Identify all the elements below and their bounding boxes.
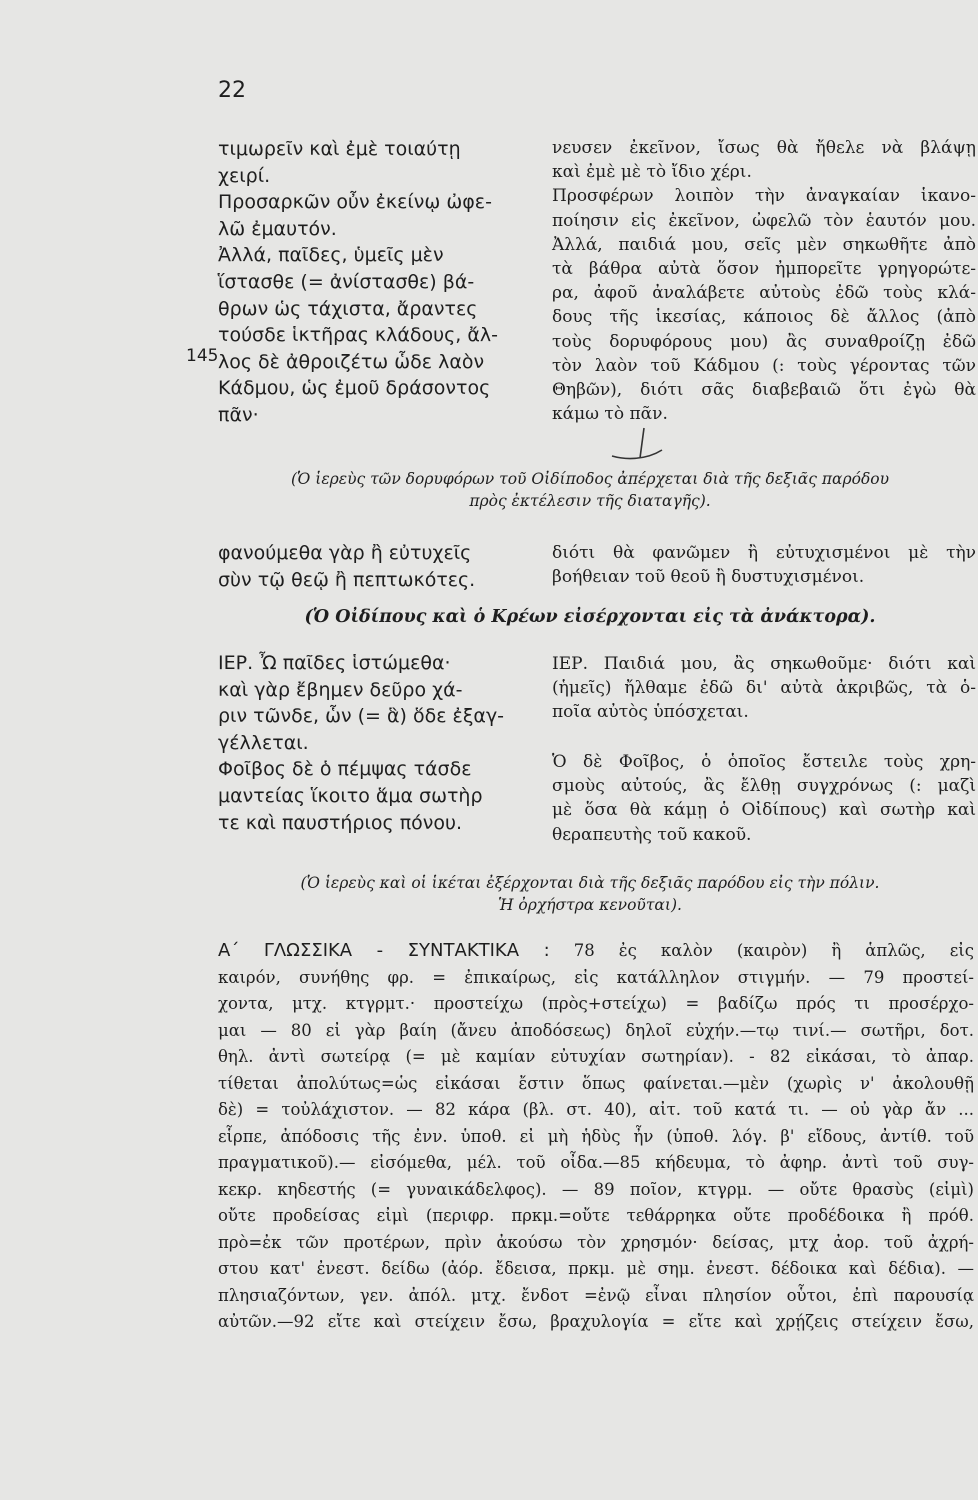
notes-heading: Α΄ ΓΛΩΣΣΙΚΑ - ΣΥΝΤΑΚΤΙΚΑ : [218,940,550,961]
text-line: Προσφέρων λοιπὸν τὴν ἀναγκαίαν ἱκανο- [552,186,976,207]
text-line: τούσδε ἱκτῆρας κλάδους, ἄλ- [218,324,498,347]
text-line: μὲ ὅσα θὰ κάμῃ ὁ Οἰδίπους) καὶ σωτὴρ καὶ [552,800,976,821]
text-line: λος δὲ ἀθροιζέτω ὧδε λαὸν [218,350,485,373]
section2-translation [552,541,976,589]
text-line: τιμωρεῖν καὶ ἐμὲ τοιαύτῃ [218,138,461,160]
notes-line: δὲ) = τοὐλάχιστον. — 82 κάρα (βλ. στ. 40), αἰτ. τοῦ κατά τι. — οὐ γὰρ ἄν ... [218,1100,974,1119]
text-line: Θηβῶν), διότι σᾶς διαβεβαιῶ ὅτι ἐγὼ θὰ [552,380,976,401]
text-line: λῶ ἐμαυτόν. [218,217,337,240]
notes-line: μαι — 80 εἰ γὰρ βαίη (ἄνευ ἀποδόσεως) δηλοῖ εὐχήν.—τῳ τινί.— σωτῆρι, δοτ. [218,1020,974,1040]
section2-greek-original [218,540,518,593]
page-number: 22 [218,78,246,103]
text-line: τοὺς δορυφόρους μου) ἂς συναθροίζῃ ἐδῶ [552,331,976,352]
notes-line: καιρόν, συνήθης φρ. = ἐπικαίρως, εἰς κατάλληλον στιγμήν. — 79 προστεί- [218,967,974,987]
text-line: σμοὺς αὐτούς, ἂς ἔλθῃ συγχρόνως (: μαζὶ [552,776,976,797]
text-line: ΙΕΡ. Ὦ παῖδες ἱστώμεθα· [218,652,451,674]
text-line: πᾶν· [218,403,259,426]
section1-translation [552,136,976,426]
pencil-mark-icon [606,420,666,464]
text-line: γέλλεται. [218,731,309,754]
text-line: θρων ὡς τάχιστα, ἄραντες [218,297,478,320]
stage-direction-2: (Ὁ Οἰδίπους καὶ ὁ Κρέων εἰσέρχονται εἰς τὰ ἀνάκτορα). [304,607,876,627]
section3-translation-b [552,750,976,847]
section1-greek-original [218,136,518,429]
text-line: Ἀλλά, παῖδες, ὑμεῖς μὲν [218,244,444,267]
text-line: ποίησιν εἰς ἐκεῖνον, ὠφελῶ τὸν ἑαυτόν μου. [552,210,976,231]
notes-line: αὐτῶν.—92 εἴτε καὶ στείχειν ἔσω, βραχυλογία = εἴτε καὶ χρῄζεις στείχειν ἔσω, [218,1312,974,1331]
text-line: δους τῆς ἱκεσίας, κάποιος δὲ ἄλλος (ἀπὸ [552,307,976,328]
notes-line: πρὸ=ἐκ τῶν προτέρων, πρὶν ἀκούσω τὸν χρησμόν· δείσας, μτχ ἀορ. τοῦ ἀχρή- [218,1232,974,1252]
text-line: καὶ ἐμὲ μὲ τὸ ἴδιο χέρι. [552,162,752,183]
notes-line: στου κατ' ἐνεστ. δείδω (ἀόρ. ἔδεισα, πρκμ. μὲ σημ. ἐνεστ. δέδοικα καὶ δέδια). — [218,1259,974,1278]
linguistic-syntactic-notes [218,938,974,1336]
text-line: ποῖα αὐτὸς ὑπόσχεται. [552,702,749,723]
text-line: Φοῖβος δὲ ὁ πέμψας τάσδε [218,758,472,781]
text-line: Προσαρκῶν οὖν ἐκείνῳ ὠφε- [218,191,492,214]
stage-direction-1 [220,468,960,512]
notes-line: οὔτε προδείσας εἰμὶ (περιφρ. πρκμ.=οὔτε τεθάρρηκα οὔτε προδέδοικα ἢ πρόθ. [218,1206,974,1225]
text-line: χειρί. [218,164,271,187]
verse-line-number: 145 [186,346,219,366]
notes-line: χοντα, μτχ. κτγρμτ.· προστείχω (πρὸς+στείχω) = βαδίζω πρός τι προσέρχο- [218,994,974,1013]
section3-translation-a [552,652,976,725]
text-line: διότι θὰ φανῶμεν ἢ εὐτυχισμένοι μὲ τὴν [552,543,976,563]
text-line: (ἡμεῖς) ἤλθαμε ἐδῶ δι' αὐτὰ ἀκριβῶς, τὰ ὁ- [552,678,976,699]
notes-first-line-text: 78 ἐς καλὸν (καιρὸν) ἢ ἁπλῶς, εἰς [573,941,974,960]
text-line: κάμω τὸ πᾶν. [552,404,668,425]
text-line: ἵστασθε (= ἀνίστασθε) βά- [218,270,475,293]
notes-first-line [218,938,974,965]
text-line: θεραπευτὴς τοῦ κακοῦ. [552,824,752,845]
text-line: τὰ βάθρα αὐτὰ ὅσον ἠμπορεῖτε γρηγορώτε- [552,259,976,280]
notes-line: θηλ. ἀντὶ σωτείρᾳ (= μὲ καμίαν εὐτυχίαν σωτηρίαν). - 82 εἰκάσαι, τὸ ἀπαρ. [218,1047,974,1066]
text-line: μαντείας ἵκοιτο ἅμα σωτὴρ [218,784,483,807]
text-line: Ἀλλά, παιδιά μου, σεῖς μὲν σηκωθῆτε ἀπὸ [552,234,976,255]
text-line: Ἡ ὀρχήστρα κενοῦται). [498,896,682,914]
text-line: ριν τῶνδε, ὧν (= ἃ) ὅδε ἐξαγ- [218,705,505,728]
stage-direction-3 [220,872,960,916]
text-line: τε καὶ παυστήριος πόνου. [218,811,463,834]
text-line: Ὁ δὲ Φοῖβος, ὁ ὁποῖος ἔστειλε τοὺς χρη- [552,752,976,772]
text-line: τὸν λαὸν τοῦ Κάδμου (: τοὺς γέροντας τῶν [552,355,976,376]
text-line: βοήθειαν τοῦ θεοῦ ἢ δυστυχισμένοι. [552,567,865,588]
text-line: καὶ γὰρ ἔβημεν δεῦρο χά- [218,678,463,701]
notes-line: κεκρ. κηδεστής (= γυναικάδελφος). — 89 ποῖον, κτγρμ. — οὔτε θρασὺς (εἰμὶ) [218,1179,974,1199]
text-line: σὺν τῷ θεῷ ἢ πεπτωκότες. [218,568,476,591]
text-line: πρὸς ἐκτέλεσιν τῆς διαταγῆς). [469,492,711,510]
text-line: ΙΕΡ. Παιδιά μου, ἂς σηκωθοῦμε· διότι καὶ [552,654,976,674]
notes-line: πλησιαζόντων, γεν. ἀπόλ. μτχ. ἔνδοτ =ἐνῷ εἶναι πλησίον οὗτοι, ἐπὶ παρουσίᾳ [218,1285,974,1305]
text-line: Κάδμου, ὡς ἐμοῦ δράσοντος [218,377,491,400]
notes-line: τίθεται ἀπολύτως=ὡς εἰκάσαι ἔστιν ὅπως φαίνεται.—μὲν (χωρὶς ν' ἀκολουθῇ [218,1073,974,1093]
text-line: ρα, ἀφοῦ ἀναλάβετε αὐτοὺς ἐδῶ τοὺς κλά- [552,283,976,304]
section3-greek-original [218,650,518,836]
text-line: (Ὁ ἱερεὺς τῶν δορυφόρων τοῦ Οἰδίποδος ἀπέρχεται διὰ τῆς δεξιᾶς παρόδου [290,470,890,488]
notes-line: πραγματικοῦ).— εἰσόμεθα, μέλ. τοῦ οἶδα.—85 κήδευμα, τὸ ἀφηρ. ἀντὶ τοῦ συγ- [218,1153,974,1172]
notes-line: εἷρπε, ἀπόδοσις τῆς ἐνν. ὑποθ. εἰ μὴ ἡδὺς ἦν (ὑποθ. λόγ. β' εἴδους, ἀντίθ. τοῦ [218,1126,974,1146]
text-line: φανούμεθα γὰρ ἢ εὐτυχεῖς [218,542,472,564]
text-line: νευσεν ἐκεῖνον, ἴσως θὰ ἤθελε νὰ βλάψῃ [552,138,976,158]
text-line: (Ὁ ἱερεὺς καὶ οἱ ἱκέται ἐξέρχονται διὰ τῆς δεξιᾶς παρόδου εἰς τὴν πόλιν. [300,874,880,892]
